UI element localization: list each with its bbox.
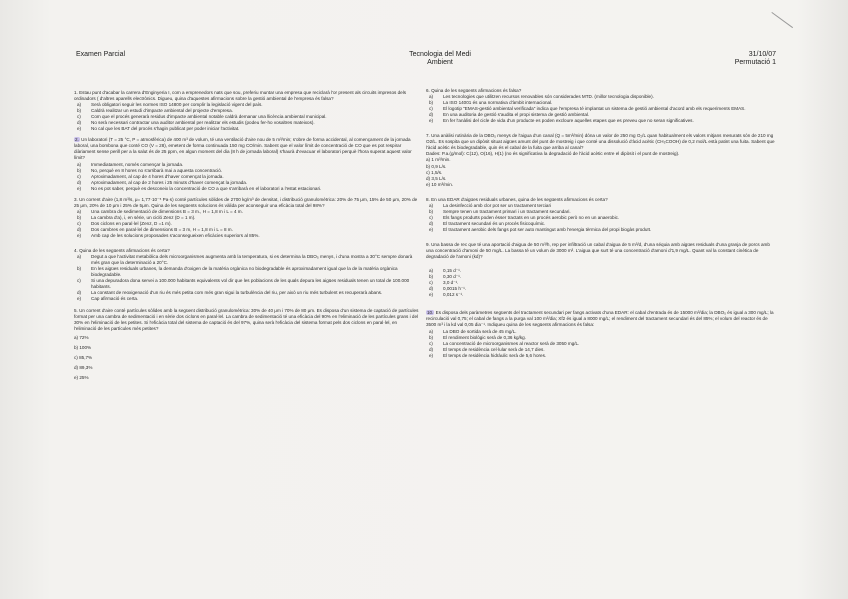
question-3 — [74, 197, 419, 239]
answer-option: a) La desinfecció amb clor pot ser un tractament terciari — [429, 202, 552, 208]
answer-option: b) 0,9 L/s. — [426, 163, 447, 169]
header-course-title — [390, 51, 490, 67]
answer-option: b) La ISO 14001 és una normativa d'àmbit internacional. — [429, 100, 553, 106]
answer-option: b) Caldrà realitzar un estudi d'impacte ambiental del projecte d'empresa. — [77, 108, 233, 114]
highlighted-question-number: 10. — [427, 310, 434, 316]
answer-option: c) Si una depuradora dona servei a 100.000 habitants equivalents vol dir que les poblacions de les quals depura les aigües residuals tenen un total de 100.000 habitants. — [77, 278, 410, 290]
question-9 — [426, 242, 776, 298]
question-data-note: Dades: P.a.(g/mol): C(12), O(16), H(1) (no és significativa la degradació de l'àcid acètic entre el dipòsit i el punt de mostreig). — [426, 151, 680, 157]
answer-option: e) 10 m³/min. — [426, 181, 454, 187]
answer-option: e) 0,012 s⁻¹. — [429, 292, 464, 298]
answer-option: d) 89,3% — [74, 364, 93, 370]
answer-option: b) Sempre tenen un tractament primari i un tractament secundari. — [429, 208, 571, 214]
answer-option: a) 72% — [74, 334, 89, 340]
question-stem: 6. Quina de les següents afirmacions és falsa? — [426, 88, 522, 93]
answer-option: e) El tractament aerobic dels fangs pot ser auto mantingut amb l'energia tèrmica del propi biogàs produït. — [429, 226, 652, 232]
answer-option: a) Serà obligatori seguir les normes ISO 14800 per complir la legislació vigent del país. — [77, 102, 263, 108]
answer-option: e) Cap afirmació és certa. — [77, 296, 139, 302]
answer-option: c) 1,5/s. — [426, 169, 443, 175]
question-stem: 8. En una EDAR d'aigües residuals urbanes, quina de les següents afirmacions és certa? — [426, 196, 608, 202]
question-stem: 9. Una bassa de rec que té una aportació d'aigua de 50 m³/h, rep per infiltració un cabal d'aigua de 5 m³/d, d'una séquia amb aigües residuals d'una granja de porcs amb una concentració d'amoni de 50 mg/L. La bassa té un volum de 3000 m³. L'aigua que surt té una concentració d'amoni d'1,9 mg/L. Quant val la constant cinètica de degradació de l'amoni (kd)? — [426, 241, 770, 260]
right-question-column — [426, 88, 776, 359]
answer-option: d) La constant de reoxigenació d'un riu és més petita com més gran sigui la turbulència del riu, per això un riu més turbulent es recuperarà abans. — [77, 290, 383, 296]
question-1 — [74, 90, 419, 132]
answer-option: c) Com que el procés generarà residus d'impacte ambiental notable caldrà demanar una llicència ambiental municipal. — [77, 114, 327, 120]
question-stem: 7. Una anàlisi rutinària de la DBO₅ menys de l'aigua d'un canal (Q = 5m³/min) dóna un valor de 250 mg O₂/L quan habitualment els valors mitjans mesurats són de 210 mg O2/L. Es sospita que un dipòsit situat aigües amunt del punt de mostreig i que conté una dissolució d'àcid acètic (CH₃COOH) de 0,2 mol/L està patint una fuita. Sabent que l'àcid acètic és biodegradable, quin és el cabal de la fuita que arriba al canal? — [426, 133, 775, 151]
question-stem: 5. Un corrent d'aire conté partícules sòlides amb la següent distribució granulomètrica: 30% de 40 μm i 70% de 80 μm. Es disposa d'un sistema de captació de partícules format per una cambra de sedimentació i en sèrie dos ciclons en paral·lel. La cambra de sedimentació té una eficàcia del 90% en l'eliminació de les partícules grans i del 30% en l'eliminació de les petites. Si l'eficàcia total del sistema de captació és del 97%, quina serà l'eficàcia del sistema format pels dos ciclons en paral·lel, en l'eliminació de les partícules més petites? — [74, 307, 419, 331]
question-stem: 10. Es disposa dels paràmetres següents del tractament secundari per fangs activats d'una EDAR: el cabal d'entrada és de 15000 m³/dia; la DBO₅ és igual a 300 mg/L; la recirculació val 0,75; el cabal de fangs a la purga val 100 m³/dia; Xf2 és igual a 8000 mg/L; el rendiment del tractament secundari és del 85%; el volum del reactor és de 3500 m³ i la kd val 0,05 dia⁻¹. Indiqueu quina de les següents afirmacions és falsa: — [426, 310, 774, 328]
answer-option: b) 100% — [74, 344, 92, 350]
exam-permutation: Permutació 1 — [734, 59, 776, 66]
answer-option: c) El logotip "EMAS-gestió ambiental verificada" indica que l'empresa té implantat un sistema de gestió ambiental d'acord amb els requeriments EMAS. — [429, 106, 746, 112]
answer-option: b) 0,30 d⁻¹. — [429, 274, 462, 280]
question-2 — [74, 137, 419, 191]
answer-option: c) La concentració de microorganismes al reactor serà de 3050 mg/L. — [429, 340, 580, 346]
question-10 — [426, 310, 776, 358]
question-7 — [426, 133, 776, 187]
answer-option: e) No cal que les BAT del procés s'hagin publicat per poder iniciar l'activitat. — [77, 126, 240, 132]
answer-option: e) 25% — [74, 374, 89, 380]
answer-option: a) 1 m³/min. — [426, 157, 451, 163]
header-exam-type: Examen Parcial — [76, 51, 126, 58]
answer-option: b) En les aigües residuals urbanes, la demanda d'oxigen de la matèria orgànica no biodegradable és aproximadament igual que la de la matèria orgànica biodegradable. — [77, 266, 398, 278]
answer-option: d) En una auditoria de gestió s'audita el propi sistema de gestió ambiental. — [429, 112, 590, 118]
answer-option: b) No, perquè en 8 hores no s'arribarà mai a aquesta concentració. — [77, 167, 223, 173]
question-8 — [426, 197, 776, 233]
answer-option: b) El rendiment biològic serà de 0,36 kg/kg. — [429, 334, 526, 340]
answer-option: b) La cambra d'a), i, en sèrie, un cicló Zenz (D = 1 m). — [77, 214, 196, 220]
answer-option: c) Aproximadament, al cap de 4 hores d'haver començat la jornada. — [77, 173, 224, 179]
answer-option: a) La DBO de sortida serà de 45 mg/L. — [429, 328, 517, 334]
question-stem: 1. Estau punt d'acabar la carrera d'Enginyeria I, com a emprenedors nats que sou, preferiu muntar una empresa que reciclarà l'or present als circuits impresos dels ordinadors ( d'altres aparells electrònics. Digueu, quina d'aquestes afirmacions sobre la gestió ambiental de l'empresa és falsa? — [74, 90, 407, 102]
question-6 — [426, 88, 776, 124]
question-stem: 2. Un laboratori (T = 25 °C, P = atmosfèrica) de 400 m³ de volum, té una ventilació d'aire nou de 5 m³/min; s'obre de forma accidental, al començament de la jornada laboral, una bombona que conté CO (V = 28), emetent de forma continuada 150 mg CO/min. Sabent que el valor límit de concentració de CO que es pot respirar diàriament sense perill per a la salut és de 25 ppm, en algun moment del dia (8 h de jornada laboral) s'haurà d'evacuar el laboratori perquè l'hora superat aquest valor límit? — [74, 137, 412, 161]
answer-option: d) No serà necessari contractar una auditor ambiental per realitzar els estudis (podeu fer-ho vosaltres mateixos). — [77, 120, 315, 126]
question-stem: 4. Quina de les següents afirmacions és certa? — [74, 248, 170, 254]
answer-option: a) 0,15 d⁻¹. — [429, 268, 462, 274]
answer-option: d) Aproximadament, al cap de 2 hores i 25 minuts d'haver començat la jornada. — [77, 179, 248, 185]
answer-option: c) Els fangs produïts poden ésser tractats en un procés aerobic però no en un anaerobic. — [429, 214, 620, 220]
answer-option: d) El temps de residència cel·lular serà de 14,7 dies. — [429, 346, 545, 352]
header-date-block — [720, 51, 776, 67]
highlighted-question-number: 2. — [75, 137, 79, 143]
left-question-column — [74, 90, 419, 381]
answer-option: a) Les tecnologies que utilitzen recursos renovables són considerades MTD. (millor tecnologia disponible). — [429, 94, 654, 100]
answer-option: e) Amb cap de les solucions proposades s'aconsegueixen eficàcies superiors al 85%. — [77, 233, 260, 239]
answer-option: c) 85,7% — [74, 354, 93, 360]
question-5 — [74, 308, 419, 381]
exam-date: 31/10/07 — [748, 51, 776, 58]
answer-option: d) El tractament secundari és un procés fisicoquímic. — [429, 220, 546, 226]
answer-option: a) Immediatament, només començar la jornada. — [77, 161, 184, 167]
answer-option: d) 0,0015 h⁻¹. — [429, 286, 467, 292]
pen-stroke — [771, 12, 793, 28]
answer-option: a) Degut a que l'activitat metabòlica dels microorganismes augmenta amb la temperatura, si es determina la DBO₅ menys, i d'una mostra a 30°C sempre donarà més gran que la determinació a 20°C. — [77, 254, 413, 266]
answer-option: e) En fer l'anàlisi del cicle de vida d'un producte es poden excloure aquelles etapes que es preveu que no seran significatives. — [429, 118, 694, 124]
answer-option: d) Dos cambres en paral·lel de dimensions B = 3 m, H = 1,8 m i L = 8 m. — [77, 226, 233, 232]
answer-option: e) El temps de residència hidràulic serà de 5,6 hores. — [429, 352, 547, 358]
answer-option: c) 3,0 d⁻¹. — [429, 280, 459, 286]
answer-option: c) Dos ciclons en paral·lel (Zenz, D =1 m). — [77, 220, 172, 226]
question-4 — [74, 248, 419, 302]
course-title-line1: Tecnologia del Medi — [409, 51, 471, 58]
question-stem: 3. Un corrent d'aire (1,8 m³/s, μ= 1,77·10⁻⁵ Pa·s) conté partícules sòlides de 2700 kg/m³ de densitat, i distribució granulomètrica: 20% de 75 μm, 15% de 50 μm, 20% de 25 μm, 20% de 10 μm i 25% de 5μm. Quina de les següents solucions és vàlida per aconseguir una eficàcia total del 98%? — [74, 196, 418, 208]
course-title-line2: Ambient — [427, 59, 453, 66]
answer-option: a) Una cambra de sedimentació de dimensions B = 3 m., H = 1,8 m i L = 4 m. — [77, 208, 243, 214]
answer-option: d) 3,5 L/s. — [426, 175, 447, 181]
answer-option: e) No es pot saber, perquè es desconeix la concentració de CO a que s'arribarà en el laboratori a l'estat estacionari. — [77, 185, 322, 191]
